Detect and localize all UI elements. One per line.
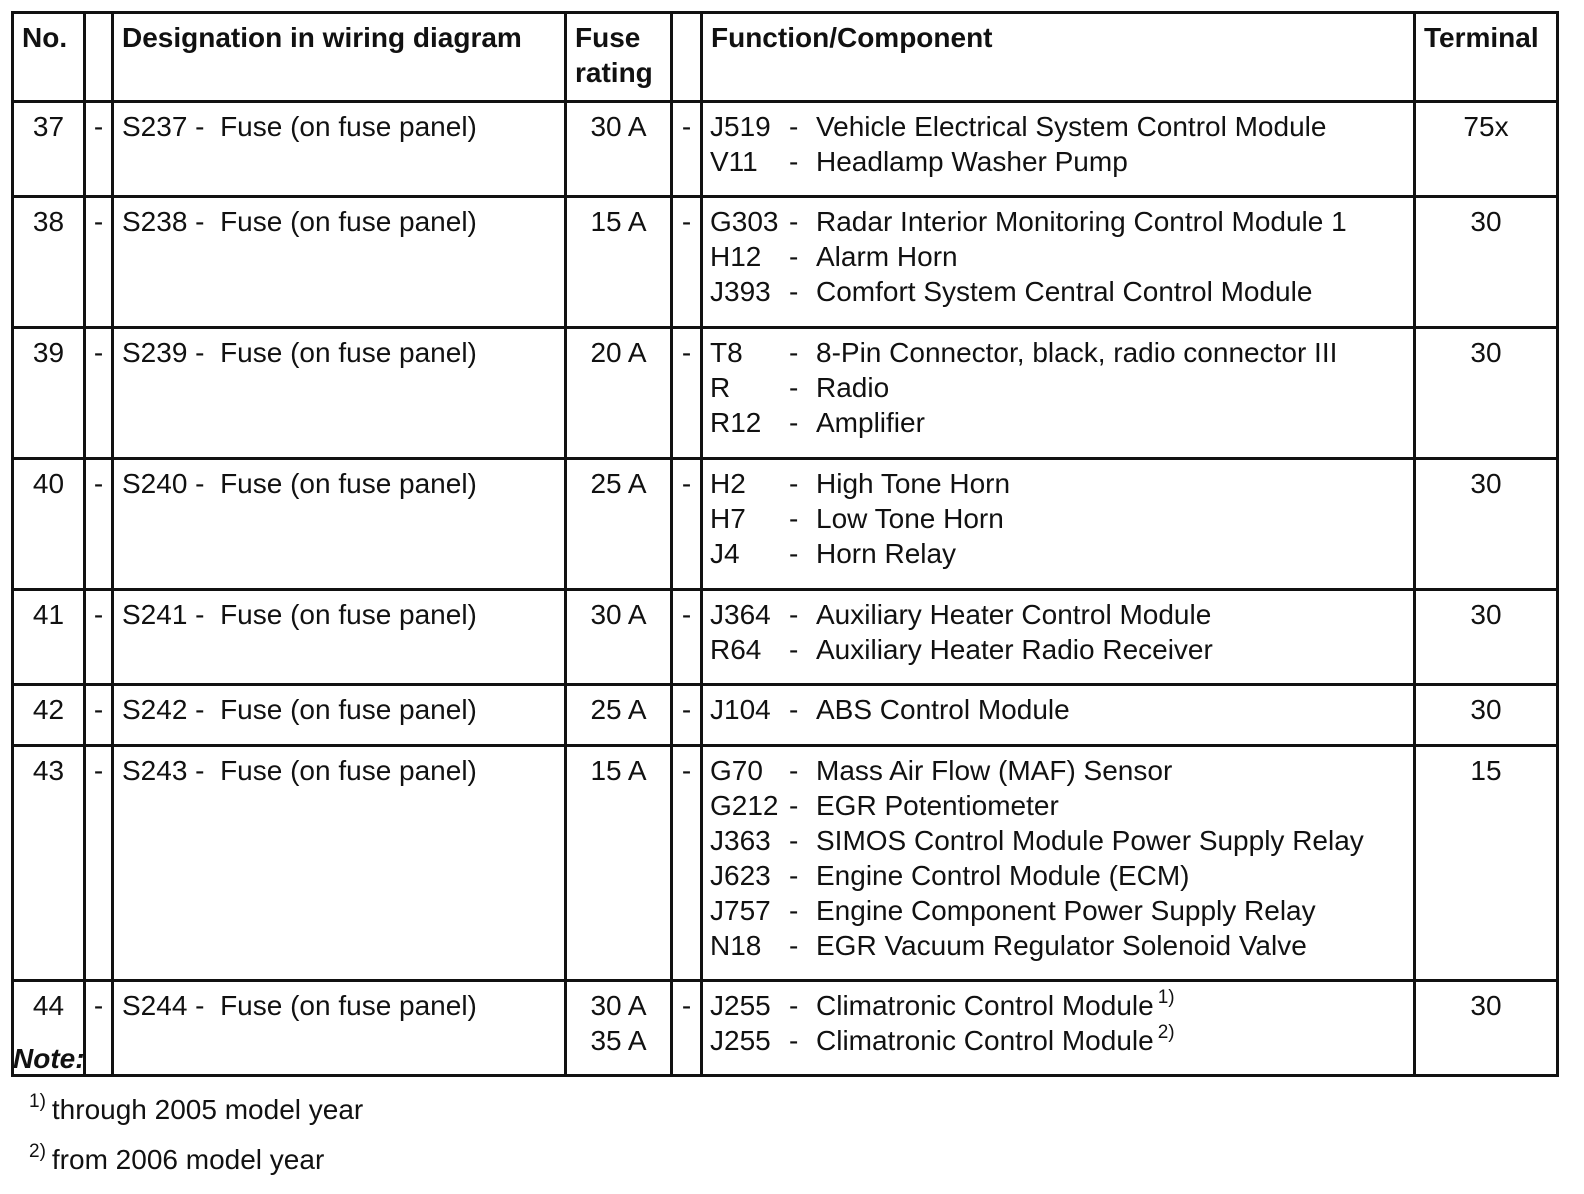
component-name-wrap	[816, 204, 1413, 239]
component-code: G212	[710, 790, 779, 821]
fuse-code: S240 -	[122, 468, 205, 499]
row-dash2: -	[672, 981, 702, 1076]
header-dash2	[672, 13, 702, 102]
fuse-code: S241 -	[122, 599, 205, 630]
component-name: High Tone Horn	[816, 468, 1011, 499]
component-line	[710, 823, 1413, 858]
component-separator: -	[789, 825, 799, 856]
component-code: R64	[710, 634, 762, 665]
component-code: J364	[710, 599, 771, 630]
component-separator: -	[789, 276, 799, 307]
row-number: 43	[13, 746, 85, 981]
row-function	[702, 197, 1415, 328]
fuse-description: Fuse (on fuse panel)	[220, 468, 477, 499]
row-dash2: -	[672, 590, 702, 685]
component-code: J757	[710, 895, 771, 926]
component-line	[710, 692, 1413, 727]
component-line	[710, 501, 1413, 536]
component-separator: -	[789, 337, 799, 368]
component-separator: -	[789, 1025, 799, 1056]
component-name: Vehicle Electrical System Control Module	[816, 111, 1327, 142]
fuse-description: Fuse (on fuse panel)	[220, 694, 477, 725]
component-line	[710, 893, 1413, 928]
row-fuse-rating	[566, 459, 672, 590]
component-code: G70	[710, 755, 763, 786]
row-terminal: 30	[1415, 685, 1558, 746]
row-designation	[113, 197, 566, 328]
component-name-wrap	[816, 274, 1413, 309]
note-title: Note:	[13, 1043, 85, 1074]
component-separator: -	[789, 241, 799, 272]
row-terminal: 30	[1415, 197, 1558, 328]
row-dash: -	[85, 102, 113, 197]
row-number: 39	[13, 328, 85, 459]
fuse-code: S244 -	[122, 990, 205, 1021]
component-name: Mass Air Flow (MAF) Sensor	[816, 755, 1173, 786]
component-name: Radar Interior Monitoring Control Module 1	[816, 206, 1347, 237]
footnote-text: through 2005 model year	[51, 1094, 364, 1125]
header-fuse-rating-line2: rating	[575, 57, 653, 88]
component-name-wrap	[816, 370, 1413, 405]
row-function	[702, 102, 1415, 197]
component-name: SIMOS Control Module Power Supply Relay	[816, 825, 1364, 856]
row-dash2: -	[672, 197, 702, 328]
row-number: 40	[13, 459, 85, 590]
component-line	[710, 597, 1413, 632]
row-terminal: 30	[1415, 590, 1558, 685]
component-line	[710, 239, 1413, 274]
fuse-description: Fuse (on fuse panel)	[220, 111, 477, 142]
component-code: T8	[710, 337, 743, 368]
row-function	[702, 981, 1415, 1076]
component-separator: -	[789, 860, 799, 891]
row-fuse-rating	[566, 102, 672, 197]
row-fuse-rating	[566, 328, 672, 459]
component-name: 8-Pin Connector, black, radio connector III	[816, 337, 1338, 368]
component-separator: -	[789, 146, 799, 177]
row-dash: -	[85, 197, 113, 328]
component-name-wrap	[816, 501, 1413, 536]
fuse-description: Fuse (on fuse panel)	[220, 755, 477, 786]
component-line	[710, 204, 1413, 239]
component-separator: -	[789, 111, 799, 142]
row-terminal: 30	[1415, 981, 1558, 1076]
footnote-mark: 1)	[29, 1091, 46, 1112]
footnote-1	[29, 1091, 364, 1126]
component-name-wrap	[816, 597, 1413, 632]
component-name: Headlamp Washer Pump	[816, 146, 1128, 177]
component-name: Radio	[816, 372, 890, 403]
row-function	[702, 459, 1415, 590]
header-fuse-rating	[566, 13, 672, 102]
component-code: J519	[710, 111, 771, 142]
component-separator: -	[789, 206, 799, 237]
fuse-code: S242 -	[122, 694, 205, 725]
table-row	[13, 685, 1558, 746]
component-separator: -	[789, 790, 799, 821]
footnote-mark: 2)	[29, 1141, 46, 1162]
component-name-wrap	[816, 823, 1413, 858]
component-name-wrap	[816, 988, 1413, 1023]
component-line	[710, 788, 1413, 823]
component-line	[710, 335, 1413, 370]
component-code: H12	[710, 241, 762, 272]
header-function: Function/Component	[702, 13, 1415, 102]
row-dash: -	[85, 685, 113, 746]
component-line	[710, 466, 1413, 501]
row-terminal: 30	[1415, 328, 1558, 459]
component-line	[710, 1023, 1413, 1058]
header-no: No.	[13, 13, 85, 102]
component-code: J255	[710, 1025, 771, 1056]
header-fuse-rating-line1: Fuse	[575, 22, 641, 53]
component-code: H7	[710, 503, 746, 534]
row-dash2: -	[672, 102, 702, 197]
component-name: Climatronic Control Module	[816, 1025, 1154, 1056]
table-row	[13, 590, 1558, 685]
component-separator: -	[789, 372, 799, 403]
row-dash: -	[85, 459, 113, 590]
component-name-wrap	[816, 753, 1413, 788]
row-function	[702, 590, 1415, 685]
row-fuse-rating	[566, 197, 672, 328]
component-line	[710, 405, 1413, 440]
row-fuse-rating	[566, 746, 672, 981]
row-fuse-rating	[566, 981, 672, 1076]
component-name-wrap	[816, 893, 1413, 928]
row-designation	[113, 981, 566, 1076]
table-header-row	[13, 13, 1558, 102]
fuse-rating-value: 35 A	[590, 1025, 647, 1056]
row-number: 44	[13, 981, 85, 1076]
component-line	[710, 370, 1413, 405]
component-name: Engine Control Module (ECM)	[816, 860, 1190, 891]
footnote-ref: 1)	[1157, 987, 1175, 1008]
component-line	[710, 274, 1413, 309]
row-fuse-rating	[566, 685, 672, 746]
component-separator: -	[789, 503, 799, 534]
row-designation	[113, 746, 566, 981]
fuse-rating-value: 30 A	[590, 599, 647, 630]
component-code: J255	[710, 990, 771, 1021]
component-name: Engine Component Power Supply Relay	[816, 895, 1316, 926]
fuse-rating-value: 30 A	[590, 111, 647, 142]
component-separator: -	[789, 755, 799, 786]
component-name-wrap	[816, 536, 1413, 571]
footnote-2	[29, 1141, 325, 1176]
fuse-description: Fuse (on fuse panel)	[220, 206, 477, 237]
row-dash2: -	[672, 459, 702, 590]
component-line	[710, 988, 1413, 1023]
fuse-description: Fuse (on fuse panel)	[220, 990, 477, 1021]
component-code: J4	[710, 538, 740, 569]
table-row	[13, 981, 1558, 1076]
row-fuse-rating	[566, 590, 672, 685]
component-name: Alarm Horn	[816, 241, 958, 272]
fuse-description: Fuse (on fuse panel)	[220, 599, 477, 630]
component-separator: -	[789, 599, 799, 630]
component-line	[710, 753, 1413, 788]
fuse-rating-value: 15 A	[590, 206, 647, 237]
component-separator: -	[789, 634, 799, 665]
row-function	[702, 328, 1415, 459]
row-dash: -	[85, 746, 113, 981]
header-terminal: Terminal	[1415, 13, 1558, 102]
component-code: J363	[710, 825, 771, 856]
component-code: J623	[710, 860, 771, 891]
table-row	[13, 328, 1558, 459]
footnote-ref: 2)	[1157, 1022, 1175, 1043]
row-dash: -	[85, 328, 113, 459]
fuse-code: S243 -	[122, 755, 205, 786]
row-number: 37	[13, 102, 85, 197]
row-terminal: 75x	[1415, 102, 1558, 197]
component-line	[710, 536, 1413, 571]
component-code: J104	[710, 694, 771, 725]
component-line	[710, 144, 1413, 179]
component-separator: -	[789, 990, 799, 1021]
component-name-wrap	[816, 466, 1413, 501]
fuse-code: S239 -	[122, 337, 205, 368]
component-separator: -	[789, 694, 799, 725]
component-name-wrap	[816, 858, 1413, 893]
component-code: J393	[710, 276, 771, 307]
table-row	[13, 197, 1558, 328]
component-separator: -	[789, 538, 799, 569]
row-designation	[113, 459, 566, 590]
fuse-rating-value: 20 A	[590, 337, 647, 368]
component-name: EGR Vacuum Regulator Solenoid Valve	[816, 930, 1307, 961]
component-name: Comfort System Central Control Module	[816, 276, 1313, 307]
row-designation	[113, 685, 566, 746]
component-name-wrap	[816, 1023, 1413, 1058]
component-name: Amplifier	[816, 407, 925, 438]
row-function	[702, 685, 1415, 746]
component-name-wrap	[816, 692, 1413, 727]
component-name-wrap	[816, 335, 1413, 370]
footnote-text: from 2006 model year	[51, 1144, 325, 1175]
component-line	[710, 928, 1413, 963]
component-code: R12	[710, 407, 762, 438]
row-terminal: 30	[1415, 459, 1558, 590]
fuse-description: Fuse (on fuse panel)	[220, 337, 477, 368]
component-name: ABS Control Module	[816, 694, 1070, 725]
table-row	[13, 459, 1558, 590]
component-name-wrap	[816, 144, 1413, 179]
component-name: Horn Relay	[816, 538, 957, 569]
row-number: 42	[13, 685, 85, 746]
component-name-wrap	[816, 239, 1413, 274]
row-number: 41	[13, 590, 85, 685]
table-row	[13, 746, 1558, 981]
component-name-wrap	[816, 928, 1413, 963]
fuse-rating-value: 25 A	[590, 694, 647, 725]
row-dash2: -	[672, 328, 702, 459]
fuse-rating-value: 15 A	[590, 755, 647, 786]
row-designation	[113, 590, 566, 685]
row-dash: -	[85, 590, 113, 685]
component-code: G303	[710, 206, 779, 237]
component-name-wrap	[816, 632, 1413, 667]
component-line	[710, 632, 1413, 667]
component-separator: -	[789, 407, 799, 438]
table-row	[13, 102, 1558, 197]
component-name: Low Tone Horn	[816, 503, 1004, 534]
component-separator: -	[789, 895, 799, 926]
row-designation	[113, 328, 566, 459]
row-terminal: 15	[1415, 746, 1558, 981]
component-name: Auxiliary Heater Radio Receiver	[816, 634, 1213, 665]
fuse-table	[11, 11, 1559, 1077]
row-dash2: -	[672, 746, 702, 981]
row-function	[702, 746, 1415, 981]
component-code: N18	[710, 930, 762, 961]
component-name: EGR Potentiometer	[816, 790, 1059, 821]
component-line	[710, 109, 1413, 144]
component-separator: -	[789, 468, 799, 499]
component-code: H2	[710, 468, 746, 499]
component-name-wrap	[816, 405, 1413, 440]
fuse-code: S237 -	[122, 111, 205, 142]
row-number: 38	[13, 197, 85, 328]
row-designation	[113, 102, 566, 197]
header-dash	[85, 13, 113, 102]
component-name-wrap	[816, 788, 1413, 823]
component-name: Climatronic Control Module	[816, 990, 1154, 1021]
component-name: Auxiliary Heater Control Module	[816, 599, 1212, 630]
row-dash: -	[85, 981, 113, 1076]
fuse-rating-value: 25 A	[590, 468, 647, 499]
component-line	[710, 858, 1413, 893]
component-code: V11	[710, 146, 758, 177]
fuse-code: S238 -	[122, 206, 205, 237]
row-dash2: -	[672, 685, 702, 746]
component-separator: -	[789, 930, 799, 961]
header-designation: Designation in wiring diagram	[113, 13, 566, 102]
component-name-wrap	[816, 109, 1413, 144]
component-code: R	[710, 372, 731, 403]
fuse-rating-value: 30 A	[590, 990, 647, 1021]
